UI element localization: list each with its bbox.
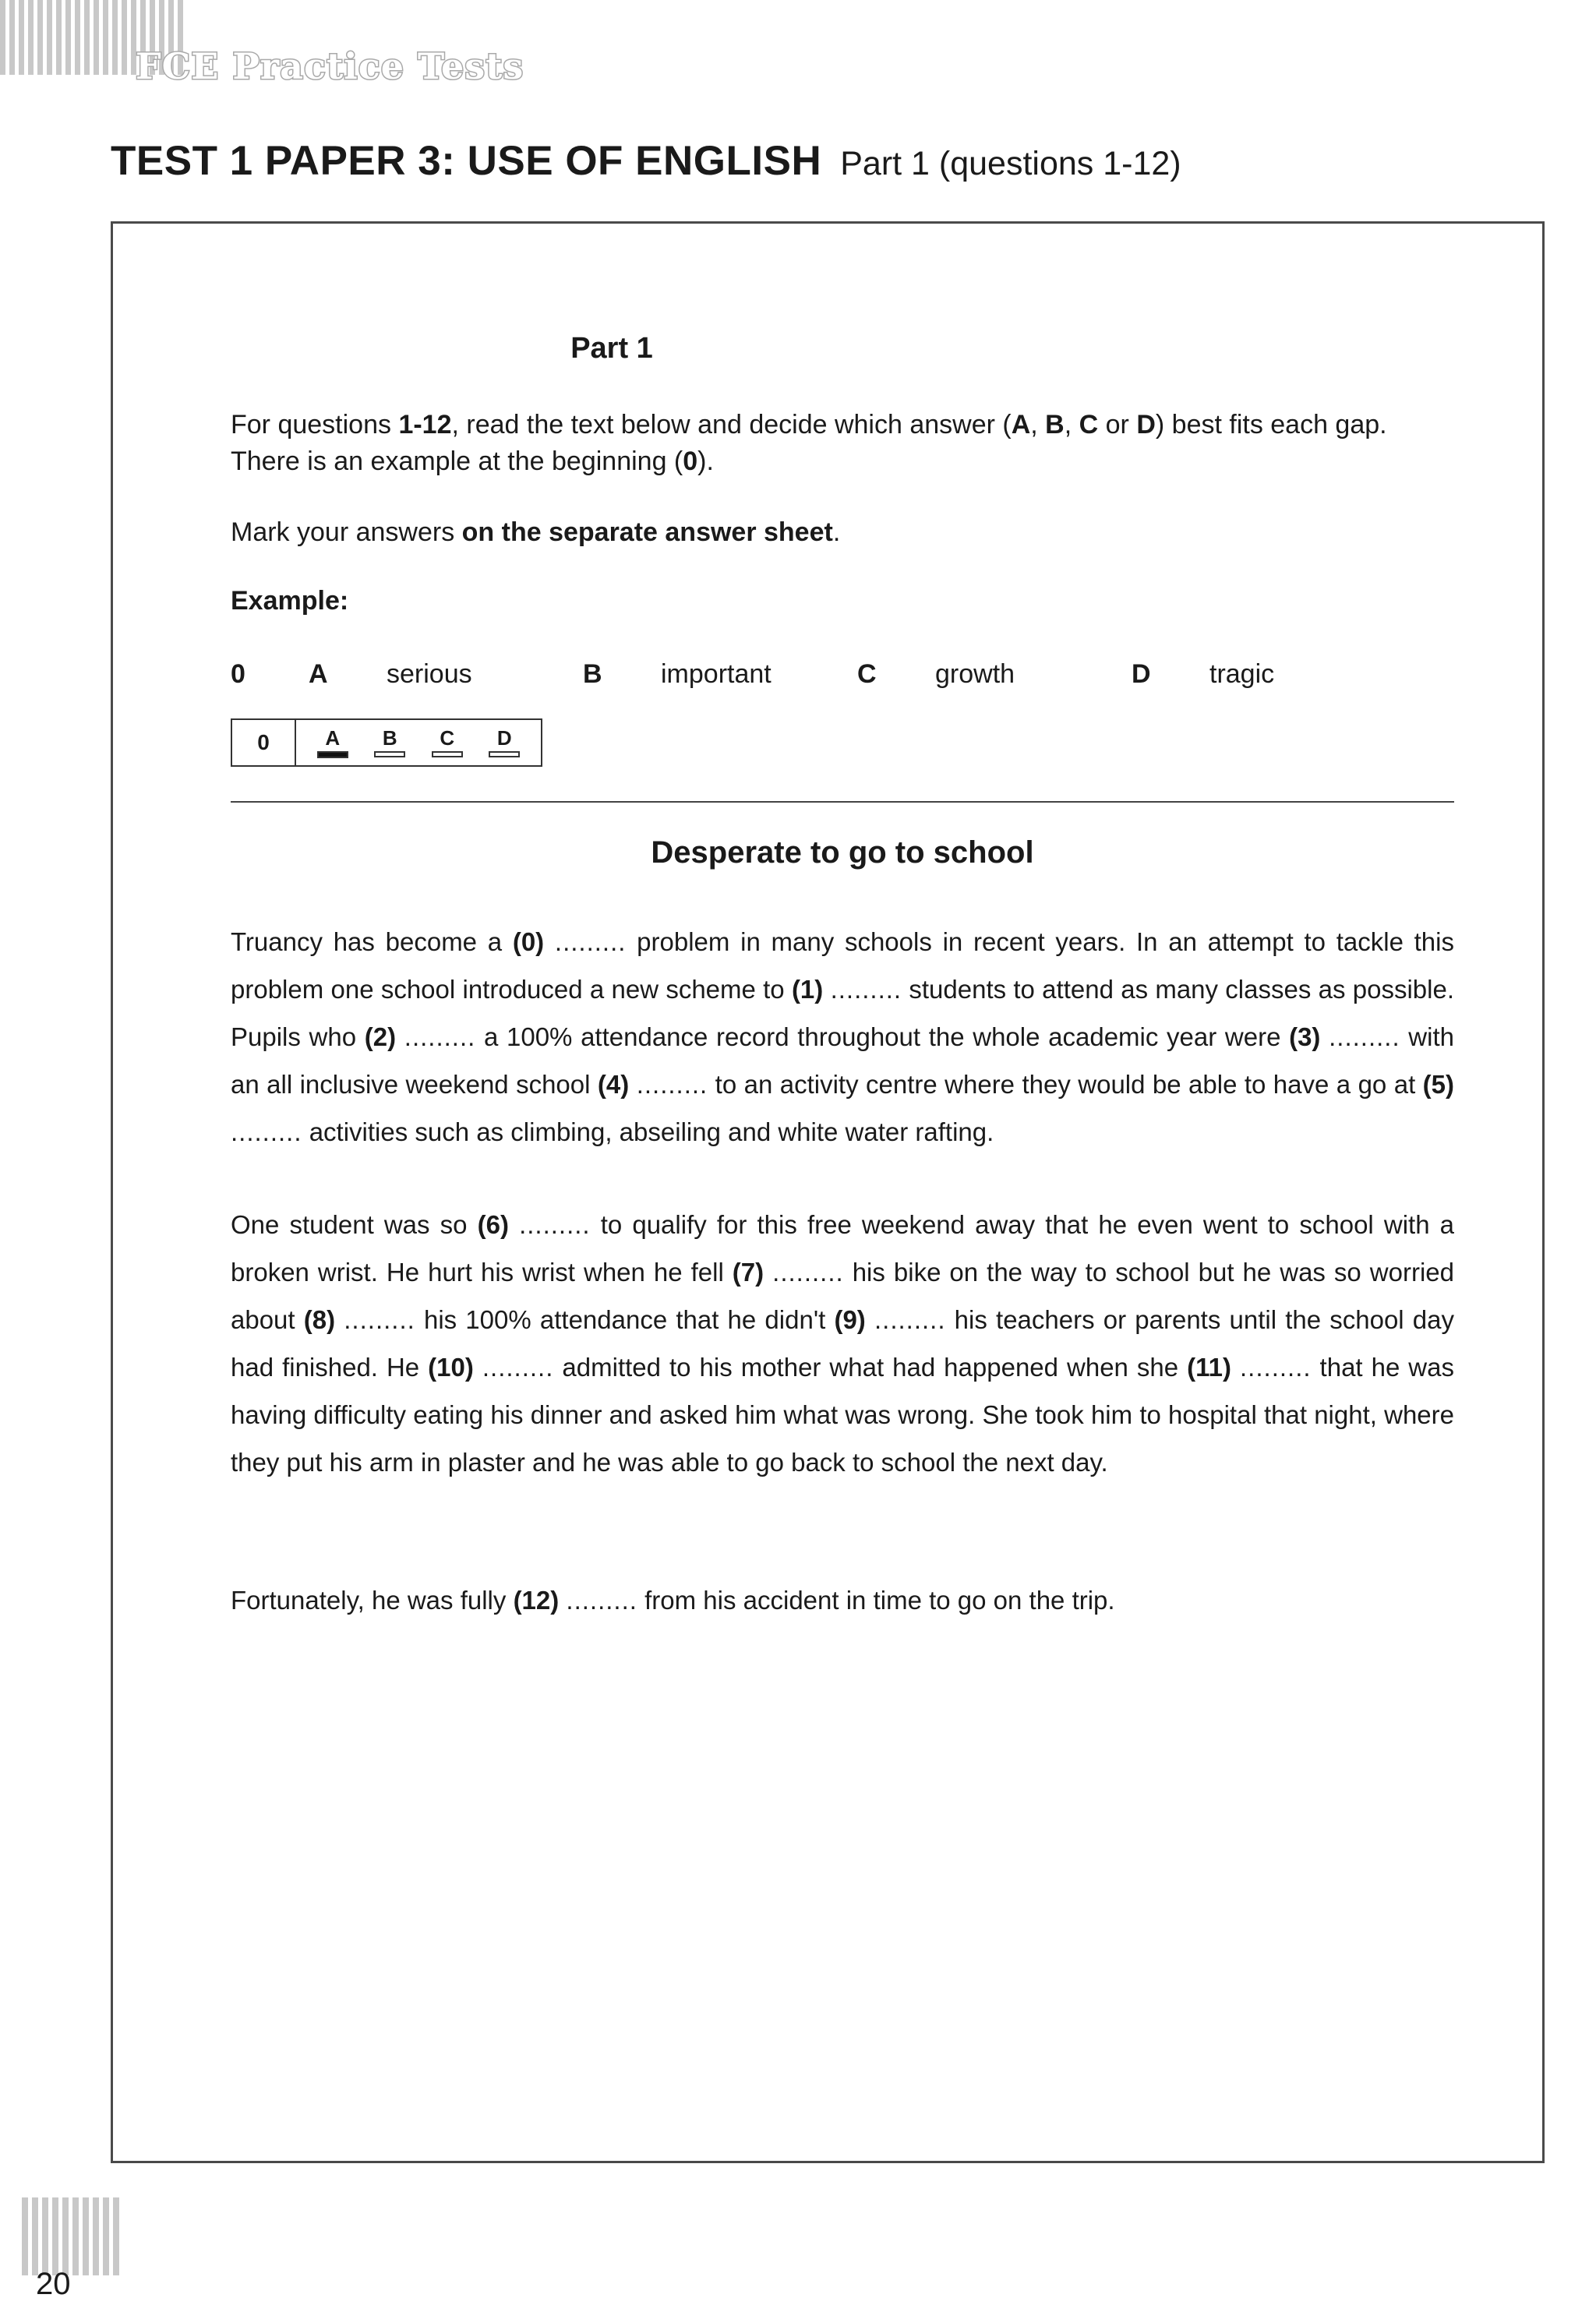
- text-paragraph: Truancy has become a (0) ......... problem in many schools in recent years. In an attempt to tackle this problem one school introduced a new scheme to (1) ......... students to attend as many classes as possible. Pupils who (2) ......... a 100% attendance record throughout the whole academic year were (3) ......... with an all inclusive weekend school (4) ......... to an activity centre where they would be able to have a go at (5) ......... activities such as climbing, abseiling and white water rafting.: [231, 927, 1455, 1146]
- mark-instructions: Mark your answers on the separate answer sheet.: [231, 517, 841, 547]
- instructions: For questions 1-12, read the text below and decide which answer (A, B, C or D) best fits each gap. There is an example at the beginning (0).: [231, 410, 1387, 476]
- option-letter: C: [857, 659, 877, 689]
- answer-slot: D: [489, 728, 520, 757]
- text-paragraph: Fortunately, he was fully (12) ......... from his accident in time to go on the trip.: [231, 1586, 1115, 1615]
- option-letter: D: [1132, 659, 1151, 689]
- answer-slot: A: [317, 728, 348, 758]
- example-label: Example:: [231, 586, 349, 616]
- footer-stripes: [22, 2197, 119, 2275]
- page-number: 20: [36, 2267, 71, 2301]
- option-word: growth: [935, 659, 1015, 689]
- text-paragraph: One student was so (6) ......... to qualify for this free weekend away that he even went to school with a broken wrist. He hurt his wrist when he fell (7) ......... his bike on the way to school but he was so worried about (8) ......... his 100% attendance that he didn't (9) ......... his teachers or parents until the school day had finished. He (10) ......... admitted to his mother what had happened when she (11) ......... that he was having difficulty eating his dinner and asked him what was wrong. She took him to hospital that night, where they put his arm in plaster and he was able to go back to school the next day.: [231, 1210, 1455, 1477]
- answer-mark: [432, 751, 463, 757]
- option-word: important: [661, 659, 772, 689]
- content-frame: [111, 221, 1545, 2163]
- option-letter: B: [583, 659, 602, 689]
- test-header: [111, 137, 1181, 185]
- test-subtitle: Part 1 (questions 1-12): [840, 145, 1181, 182]
- option-word: serious: [387, 659, 472, 689]
- series-title: FCE Practice Tests: [136, 45, 524, 87]
- answer-slot: C: [432, 728, 463, 757]
- answer-mark: [374, 751, 405, 757]
- part-heading: Part 1: [570, 332, 653, 365]
- example-answer-box: [231, 718, 542, 767]
- text-title: Desperate to go to school: [651, 835, 1034, 870]
- option-letter: A: [309, 659, 328, 689]
- option-word: tragic: [1209, 659, 1275, 689]
- example-number: 0: [231, 659, 245, 689]
- example-options: [231, 659, 1400, 698]
- answer-box-number: 0: [232, 720, 296, 765]
- test-title: TEST 1 PAPER 3: USE OF ENGLISH: [111, 138, 822, 184]
- answer-mark: [317, 751, 348, 758]
- answer-slot: B: [374, 728, 405, 757]
- answer-mark: [489, 751, 520, 757]
- section-divider: [231, 801, 1454, 803]
